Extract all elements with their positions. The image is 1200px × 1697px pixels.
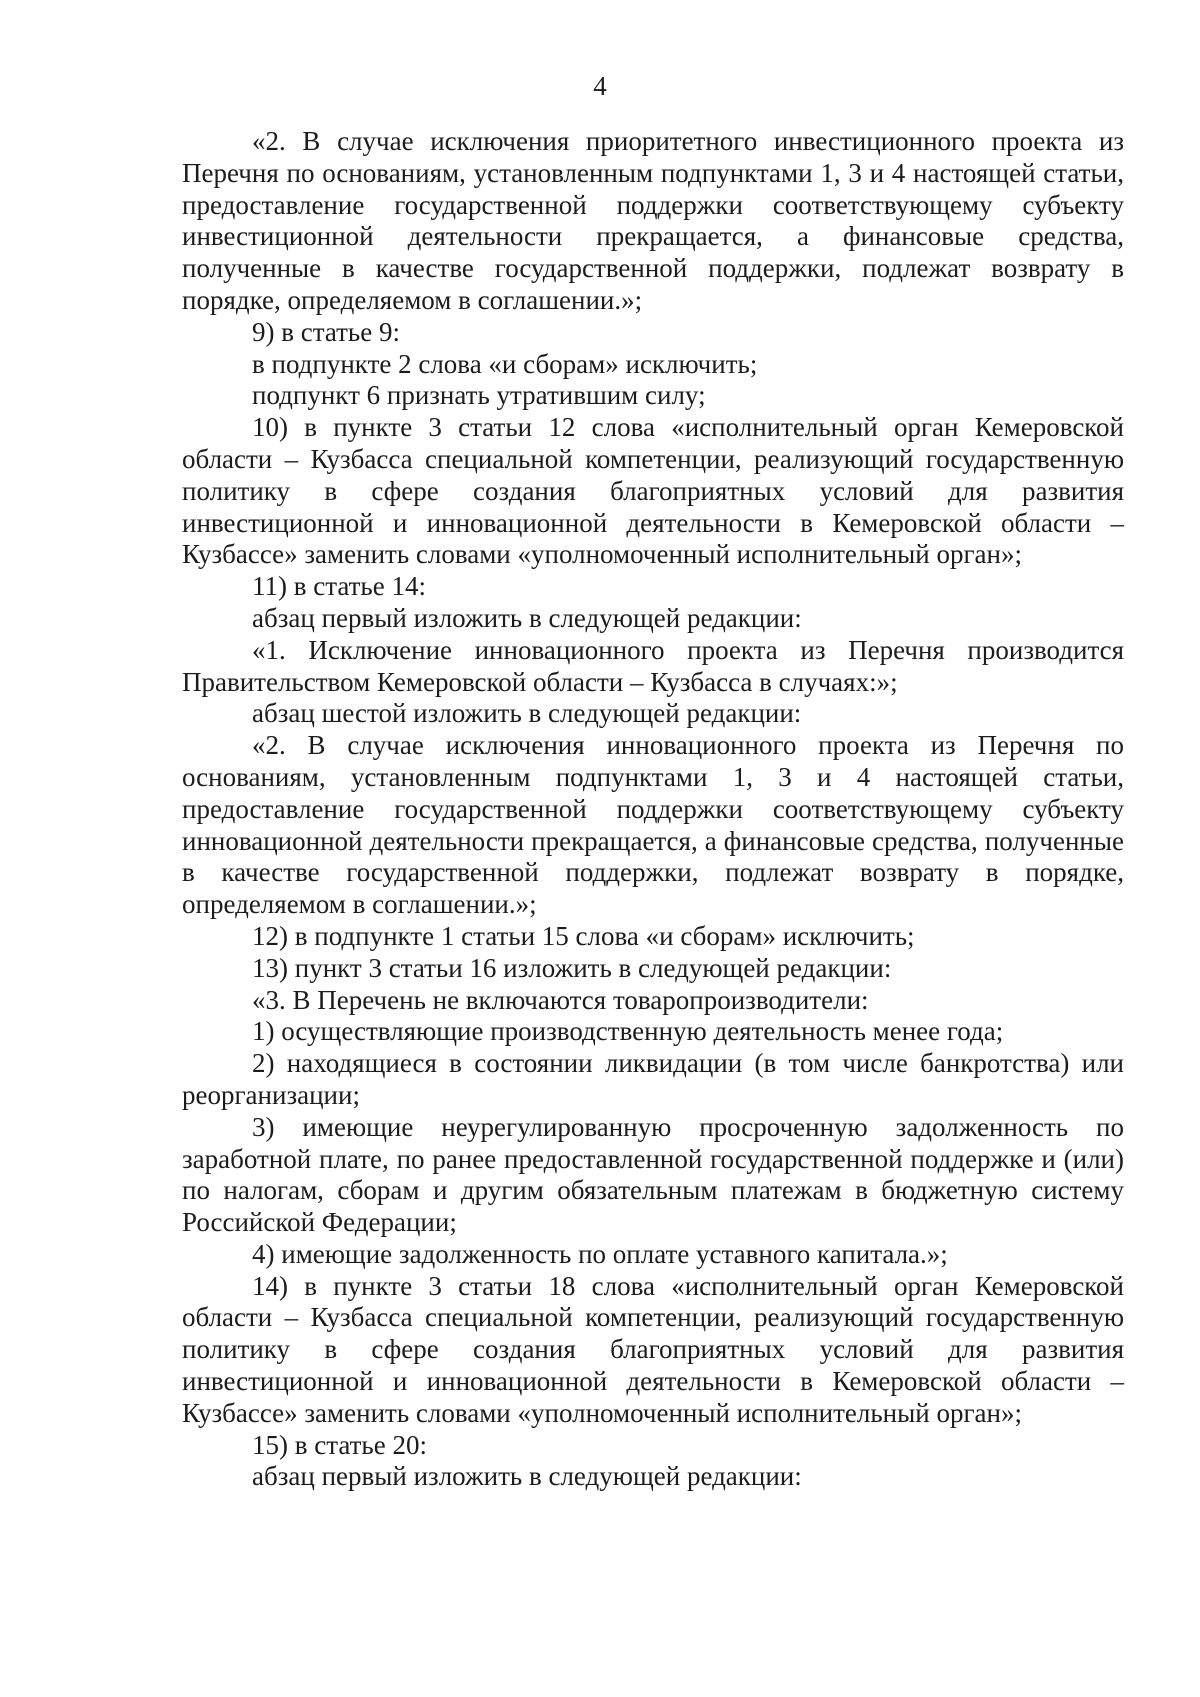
paragraph-exclusion-1: 1) осуществляющие производственную деятельность менее года; <box>252 1016 1004 1047</box>
paragraph-item-15-first-abzac: абзац первый изложить в следующей редакции: <box>252 1461 802 1492</box>
paragraph-item-11: 11) в статье 14: <box>252 571 426 602</box>
paragraph-item-10: 10) в пункте 3 статьи 12 слова «исполнительный орган Кемеровской области – Кузбасса специальной компетенции, реализующий государственную политику в сфере создания благоприятных условий для развития инвестиционной и инновационной деятельности в Кемеровской области – Кузбассе» заменить словами «уполномоченный исполнительный орган»; <box>182 412 1124 570</box>
paragraph-list-exclusions-heading: «3. В Перечень не включаются товаропроизводители: <box>252 984 869 1015</box>
paragraph-item-9-subpoint-6: подпункт 6 признать утратившим силу; <box>252 380 706 411</box>
paragraph-item-9-subpoint-2: в подпункте 2 слова «и сборам» исключить; <box>252 348 758 379</box>
paragraph-innovation-project-exclusion-2: «2. В случае исключения инновационного проекта из Перечня по основаниям, установленным подпунктами 1, 3 и 4 настоящей статьи, предоставление государственной поддержки соответствующему субъекту инновационной деятельности прекращается, а финансовые средства, полученные в качестве государственной поддержки, подлежат возврату в порядке, определяемом в соглашении.»; <box>182 730 1124 920</box>
paragraph-exclusion-2: 2) находящиеся в состоянии ликвидации (в том числе банкротства) или реорганизации; <box>182 1048 1124 1110</box>
paragraph-item-11-first-abzac: абзац первый изложить в следующей редакции: <box>252 602 802 633</box>
paragraph-innovation-project-exclusion-1: «1. Исключение инновационного проекта из Перечня производится Правительством Кемеровской области – Кузбасса в случаях:»; <box>182 634 1124 697</box>
paragraph-item-13: 13) пункт 3 статьи 16 изложить в следующей редакции: <box>252 952 892 983</box>
document-body <box>182 126 1124 1493</box>
paragraph-item-12: 12) в подпункте 1 статьи 15 слова «и сборам» исключить; <box>252 920 915 951</box>
paragraph-item-15: 15) в статье 20: <box>252 1429 427 1460</box>
page-number: 4 <box>593 71 607 101</box>
paragraph-item-14: 14) в пункте 3 статьи 18 слова «исполнительный орган Кемеровской области – Кузбасса специальной компетенции, реализующий государственную политику в сфере создания благоприятных условий для развития инвестиционной и инновационной деятельности в Кемеровской области – Кузбассе» заменить словами «уполномоченный исполнительный орган»; <box>182 1270 1124 1428</box>
paragraph-exclusion-4: 4) имеющие задолженность по оплате уставного капитала.»; <box>252 1238 948 1269</box>
paragraph-investment-project-exclusion: «2. В случае исключения приоритетного инвестиционного проекта из Перечня по основаниям, установленным подпунктами 1, 3 и 4 настоящей статьи, предоставление государственной поддержки соответствующему субъекту инвестиционной деятельности прекращается, а финансовые средства, полученные в качестве государственной поддержки, подлежат возврату в порядке, определяемом в соглашении.»; <box>182 126 1124 315</box>
paragraph-item-9: 9) в статье 9: <box>252 316 400 347</box>
paragraph-item-11-sixth-abzac: абзац шестой изложить в следующей редакции: <box>252 698 802 729</box>
paragraph-exclusion-3: 3) имеющие неурегулированную просроченную задолженность по заработной плате, по ранее предоставленной государственной поддержке и (или) по налогам, сборам и другим обязательным платежам в бюджетную систему Российской Федерации; <box>182 1111 1124 1238</box>
